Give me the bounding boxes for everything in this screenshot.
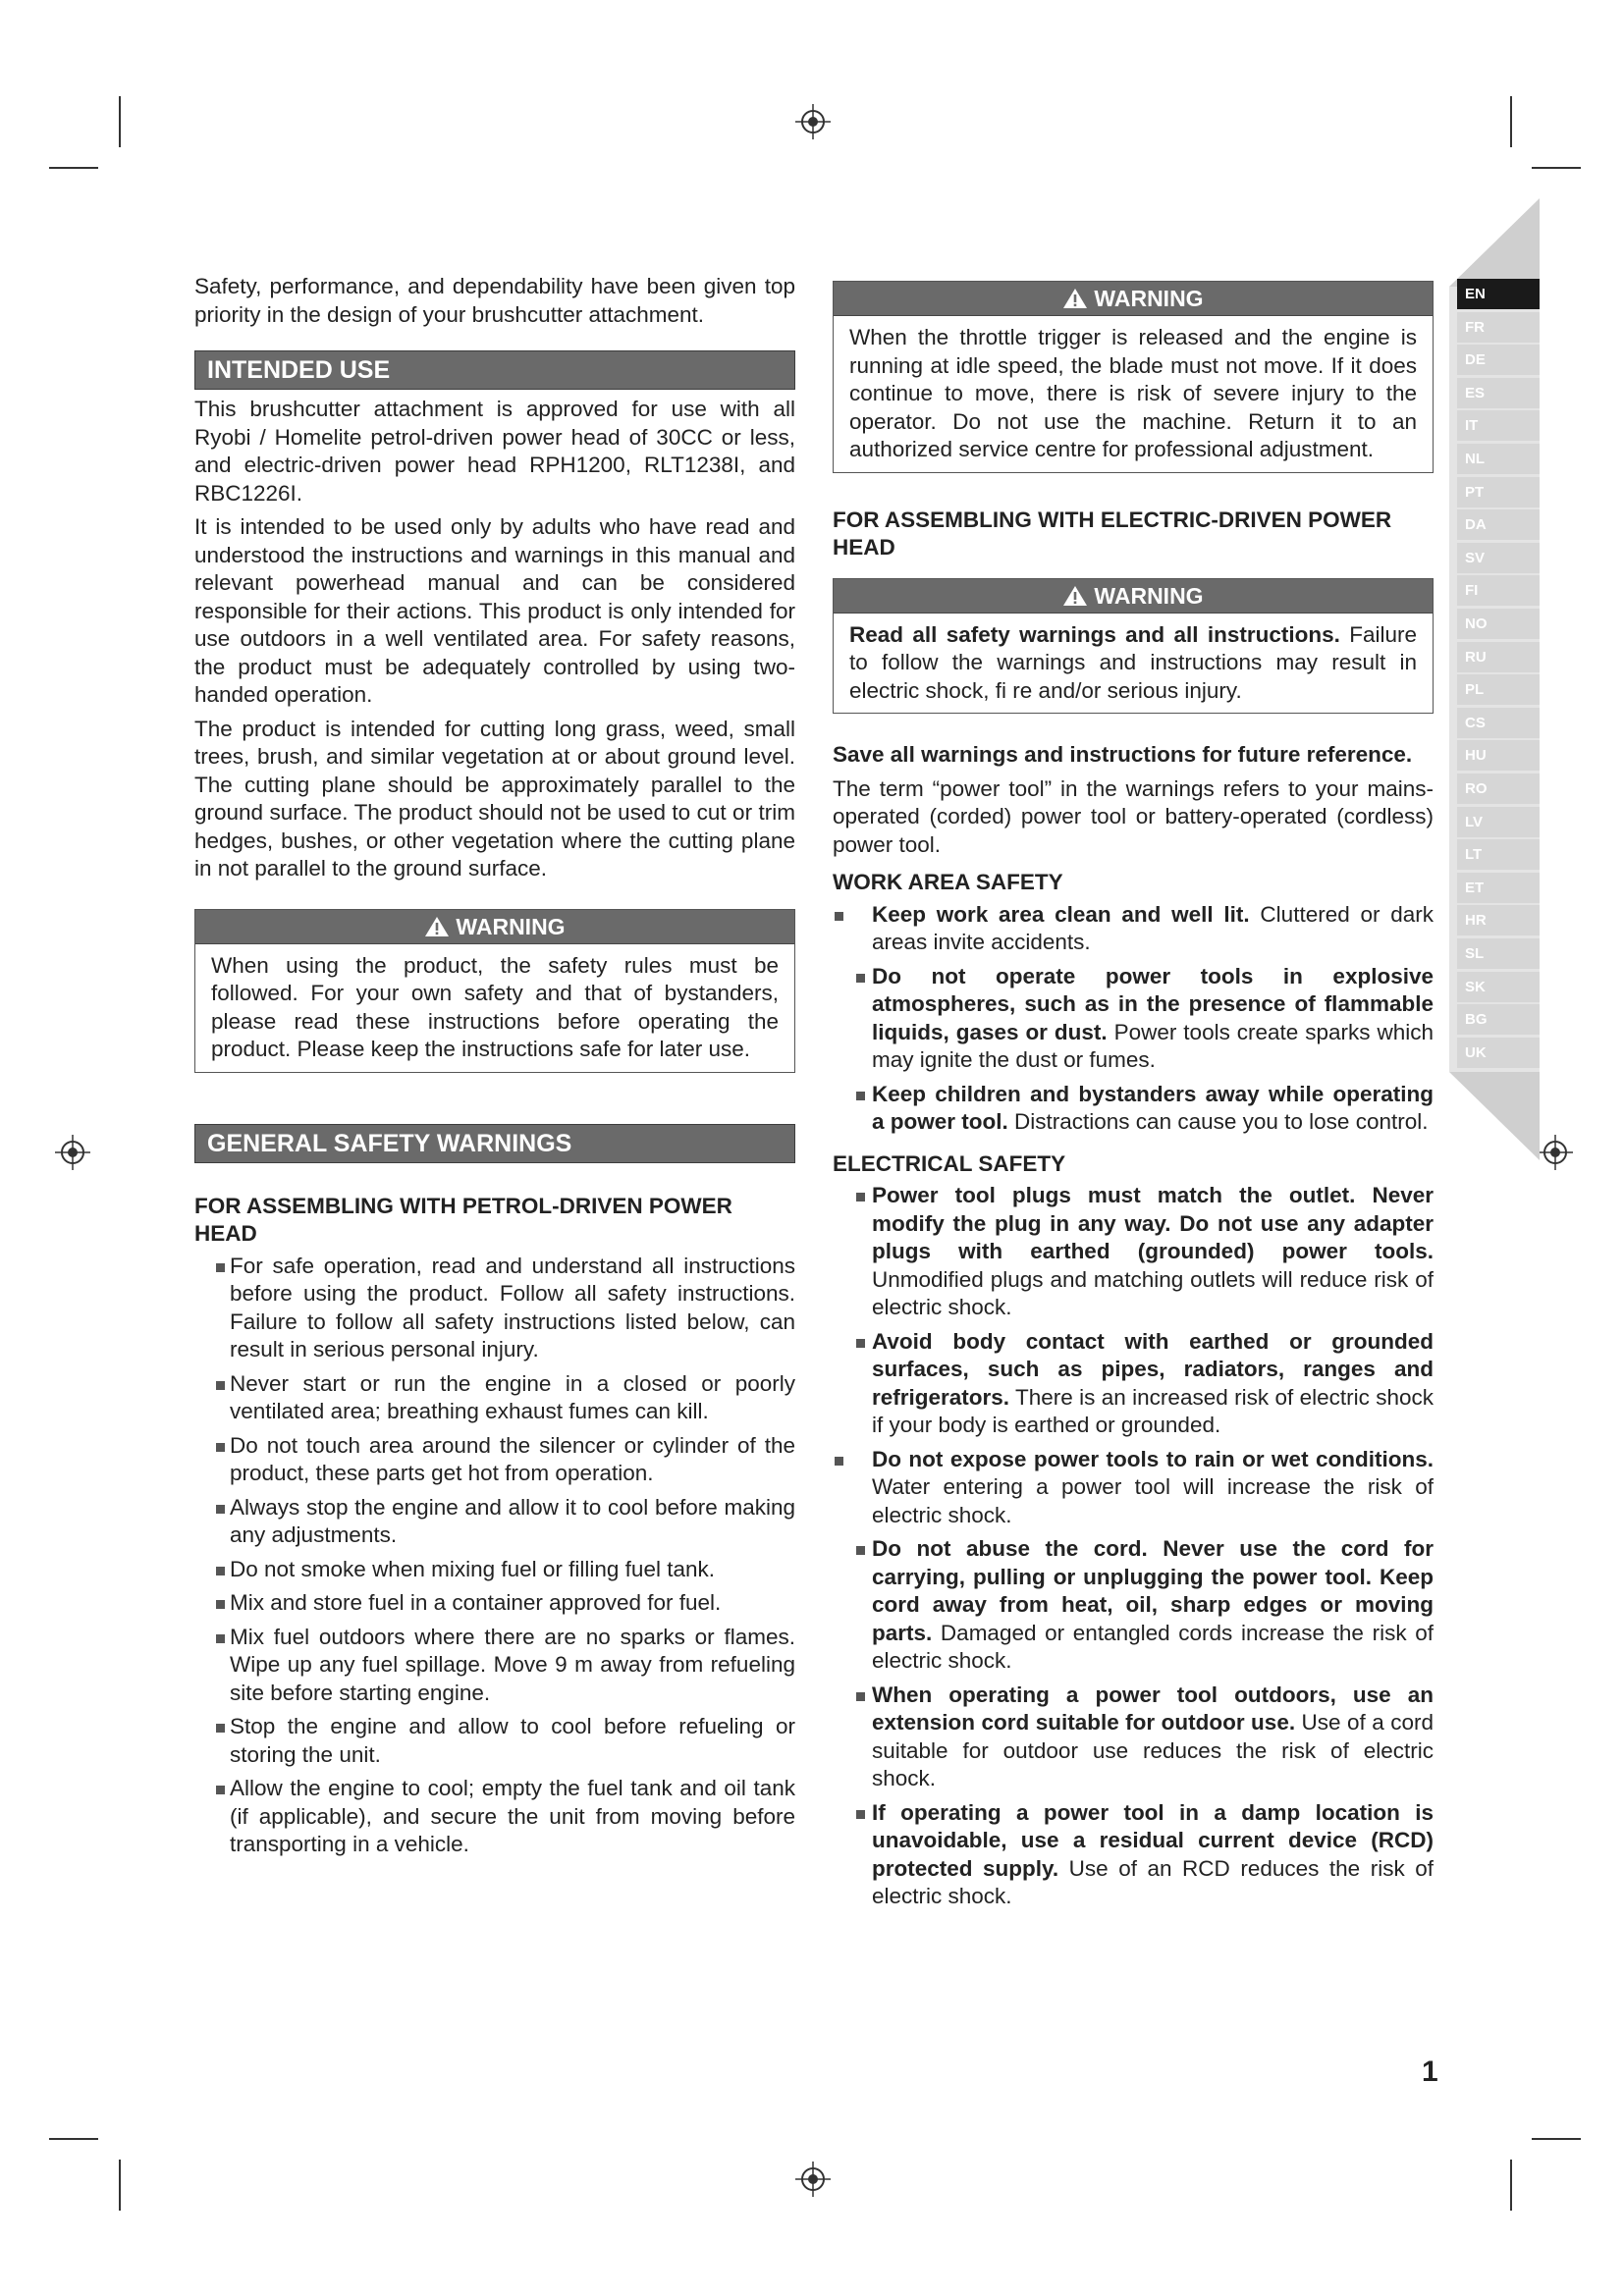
list-item	[194, 1253, 795, 1364]
registration-mark-icon	[795, 104, 831, 139]
language-tab-lv[interactable]: LV	[1457, 807, 1540, 837]
electrical-heading: ELECTRICAL SAFETY	[833, 1150, 1066, 1176]
list-item-text: Distractions can cause you to lose control.	[1007, 1109, 1429, 1134]
language-tab-it[interactable]: IT	[1457, 410, 1540, 441]
power-tool-term-paragraph: The term “power tool” in the warnings refers to your mains-operated (corded) power tool or battery-operated (cordless) power tool.	[833, 775, 1434, 857]
warning-box-throttle	[833, 281, 1434, 473]
list-item	[194, 1589, 795, 1618]
list-item-text: Stop the engine and allow to cool before refueling or storing the unit.	[230, 1714, 795, 1767]
warning-title: WARNING	[1094, 286, 1204, 311]
list-item	[833, 1799, 1434, 1911]
list-item	[194, 1556, 795, 1584]
language-tab-es[interactable]: ES	[1457, 378, 1540, 408]
language-tab-de[interactable]: DE	[1457, 345, 1540, 375]
language-tab-sk[interactable]: SK	[1457, 972, 1540, 1002]
language-tab-cs[interactable]: CS	[1457, 708, 1540, 738]
list-item	[833, 1535, 1434, 1676]
bullet-square-icon	[216, 1634, 225, 1643]
list-item-text: Damaged or entangled cords increase the risk of electric shock.	[872, 1620, 1434, 1673]
registration-mark-icon	[1538, 1135, 1573, 1170]
language-tab-pt[interactable]: PT	[1457, 477, 1540, 507]
list-item-text: Never start or run the engine in a closed or poorly ventilated area; breathing exhaust fumes can kill.	[230, 1370, 795, 1423]
warning-header	[834, 579, 1433, 614]
crop-mark	[49, 167, 98, 169]
list-item	[194, 1370, 795, 1426]
crop-mark	[1532, 167, 1581, 169]
crop-mark	[49, 2138, 98, 2140]
list-item-bold: Avoid body contact with earthed or grounded surfaces, such as pipes, radiators, ranges and refrigerators.	[872, 1328, 1434, 1410]
list-item	[194, 1494, 795, 1550]
bullet-square-icon	[216, 1263, 225, 1272]
language-tab-no[interactable]: NO	[1457, 609, 1540, 639]
list-item-text: Use of an RCD reduces the risk of electric shock.	[872, 1855, 1435, 1908]
petrol-subheading: FOR ASSEMBLING WITH PETROL-DRIVEN POWER HEAD	[194, 1193, 732, 1246]
bullet-square-icon	[856, 1339, 865, 1348]
save-instructions-line: Save all warnings and instructions for future reference.	[833, 742, 1413, 767]
language-tab-sl[interactable]: SL	[1457, 938, 1540, 969]
list-item	[833, 1182, 1434, 1322]
bullet-square-icon	[856, 1692, 865, 1701]
bullet-square-icon	[856, 1810, 865, 1819]
list-item	[833, 1328, 1434, 1440]
list-item-bold: Power tool plugs must match the outlet. Never modify the plug in any way. Do not use any adapter plugs with earthed (grounded) power tools.	[872, 1183, 1434, 1263]
warning-body	[834, 614, 1433, 714]
list-item-text: Power tools create sparks which may ignite the dust or fumes.	[872, 1019, 1435, 1072]
bullet-square-icon	[216, 1505, 225, 1514]
list-item-text: Mix fuel outdoors where there are no sparks or flames. Wipe up any fuel spillage. Move 9 m away from refueling site before starting engine.	[230, 1624, 795, 1705]
crop-mark	[119, 96, 121, 147]
bullet-square-icon	[835, 912, 843, 921]
list-item	[194, 1624, 795, 1708]
bullet-square-icon	[835, 1457, 843, 1466]
language-tab-pl[interactable]: PL	[1457, 674, 1540, 705]
bullet-square-icon	[216, 1786, 225, 1794]
petrol-safety-list	[194, 1253, 795, 1859]
list-item-text: Cluttered or dark areas invite accidents.	[872, 901, 1435, 954]
warning-box-electric	[833, 578, 1434, 715]
list-item-text: For safe operation, read and understand all instructions before using the product. Follow all safety instructions. Failure to follow all safety instructions listed below, can result in serious personal injury.	[230, 1253, 795, 1362]
list-item-bold: Do not expose power tools to rain or wet conditions.	[872, 1446, 1434, 1471]
list-item	[833, 901, 1434, 957]
language-tab-hu[interactable]: HU	[1457, 740, 1540, 771]
list-item	[194, 1432, 795, 1488]
warning-header	[834, 282, 1433, 316]
crop-mark	[119, 2160, 121, 2211]
bullet-square-icon	[856, 1092, 865, 1100]
crop-mark	[1532, 2138, 1581, 2140]
list-item	[194, 1775, 795, 1859]
intended-use-p2: It is intended to be used only by adults who have read and understood the instructions and warnings in this manual and relevant powerhead manual and can be considered responsible for their actions. This product is only intended for use outdoors in a well ventilated area. For safety reasons, the product must be adequately controlled by using two-handed operation.	[194, 514, 795, 707]
bullet-square-icon	[856, 1193, 865, 1201]
list-item-text: There is an increased risk of electric shock if your body is earthed or grounded.	[872, 1384, 1434, 1437]
language-tab-et[interactable]: ET	[1457, 873, 1540, 903]
bullet-square-icon	[216, 1600, 225, 1609]
list-item	[194, 1713, 795, 1769]
language-tab-en[interactable]: EN	[1457, 279, 1540, 309]
page-number: 1	[1422, 2056, 1438, 2088]
warning-triangle-icon	[424, 916, 450, 937]
list-item	[833, 1081, 1434, 1137]
work-area-list	[833, 901, 1434, 1137]
intended-use-p1: This brushcutter attachment is approved for use with all Ryobi / Homelite petrol-driven power head of 30CC or less, and electric-driven power head RPH1200, RLT1238I, and RBC1226I.	[194, 397, 795, 506]
bullet-square-icon	[216, 1381, 225, 1390]
bullet-square-icon	[216, 1724, 225, 1733]
intended-use-heading: INTENDED USE	[194, 350, 795, 390]
list-item-text: Unmodified plugs and matching outlets will reduce risk of electric shock.	[872, 1266, 1434, 1319]
warning-header	[195, 910, 794, 944]
list-item-text: Always stop the engine and allow it to cool before making any adjustments.	[230, 1494, 795, 1547]
language-tab-sv[interactable]: SV	[1457, 543, 1540, 573]
list-item	[833, 1446, 1434, 1530]
intro-paragraph: Safety, performance, and dependability have been given top priority in the design of your brushcutter attachment.	[194, 274, 795, 327]
registration-mark-icon	[795, 2162, 831, 2197]
bullet-square-icon	[856, 1546, 865, 1555]
bullet-square-icon	[216, 1567, 225, 1575]
warning-body: When the throttle trigger is released and the engine is running at idle speed, the blade must not move. If it does continue to move, there is risk of severe injury to the operator. Do not use the machine. Return it to an authorized service centre for professional adjustment.	[849, 325, 1417, 461]
list-item-bold: Do not abuse the cord. Never use the cord for carrying, pulling or unplugging the power tool. Keep cord away from heat, oil, sharp edges or moving parts.	[872, 1536, 1434, 1645]
registration-mark-icon	[55, 1135, 90, 1170]
language-tab-ru[interactable]: RU	[1457, 642, 1540, 672]
warning-bold-text: Read all safety warnings and all instructions.	[849, 621, 1340, 647]
warning-title: WARNING	[456, 913, 566, 939]
electrical-safety-list	[833, 1182, 1434, 1911]
language-tab-lt[interactable]: LT	[1457, 839, 1540, 870]
crop-mark	[1510, 2160, 1512, 2211]
general-safety-heading: GENERAL SAFETY WARNINGS	[194, 1124, 795, 1163]
warning-text: Failure to follow the warnings and instructions may result in electric shock, fi re and/or serious injury.	[849, 621, 1417, 703]
language-tab-fi[interactable]: FI	[1457, 575, 1540, 606]
list-item-bold: Keep children and bystanders away while operating a power tool.	[872, 1081, 1434, 1134]
electric-subheading: FOR ASSEMBLING WITH ELECTRIC-DRIVEN POWER HEAD	[833, 507, 1392, 560]
list-item-text: Allow the engine to cool; empty the fuel tank and oil tank (if applicable), and secure the unit from moving before transporting in a vehicle.	[230, 1776, 795, 1856]
list-item-text: Mix and store fuel in a container approved for fuel.	[230, 1590, 722, 1615]
language-tab-fr[interactable]: FR	[1457, 312, 1540, 343]
warning-triangle-icon	[1062, 585, 1088, 607]
list-item	[833, 963, 1434, 1075]
warning-title: WARNING	[1094, 582, 1204, 609]
list-item-text: Water entering a power tool will increase the risk of electric shock.	[872, 1474, 1434, 1527]
list-item-text: Do not touch area around the silencer or cylinder of the product, these parts get hot from operation.	[230, 1432, 795, 1485]
language-tab-uk[interactable]: UK	[1457, 1038, 1540, 1068]
list-item-bold: When operating a power tool outdoors, use an extension cord suitable for outdoor use.	[872, 1682, 1434, 1735]
bullet-square-icon	[216, 1443, 225, 1452]
left-column	[194, 273, 795, 1865]
list-item-bold: Do not operate power tools in explosive atmospheres, such as in the presence of flammable liquids, gases or dust.	[872, 963, 1434, 1044]
list-item	[833, 1682, 1434, 1793]
language-tab-da[interactable]: DA	[1457, 509, 1540, 540]
language-tab-hr[interactable]: HR	[1457, 905, 1540, 935]
warning-triangle-icon	[1062, 288, 1088, 309]
bullet-square-icon	[856, 974, 865, 983]
crop-mark	[1510, 96, 1512, 147]
warning-box-usage	[194, 909, 795, 1073]
work-area-heading: WORK AREA SAFETY	[833, 870, 1063, 894]
list-item-text: Use of a cord suitable for outdoor use reduces the risk of electric shock.	[872, 1710, 1434, 1790]
list-item-text: Do not smoke when mixing fuel or filling fuel tank.	[230, 1556, 715, 1581]
warning-body: When using the product, the safety rules must be followed. For your own safety and that of bystanders, please read these instructions before operating the product. Please keep the instructions safe for later use.	[211, 952, 779, 1061]
language-tab-nl[interactable]: NL	[1457, 444, 1540, 474]
right-column	[833, 281, 1434, 1917]
list-item-bold: Keep work area clean and well lit.	[872, 901, 1250, 927]
language-tab-ro[interactable]: RO	[1457, 774, 1540, 804]
language-tab-bg[interactable]: BG	[1457, 1004, 1540, 1035]
list-item-bold: If operating a power tool in a damp location is unavoidable, use a residual current device (RCD) protected supply.	[872, 1799, 1434, 1881]
intended-use-p3: The product is intended for cutting long grass, weed, small trees, brush, and similar vegetation at or about ground level. The cutting plane should be approximately parallel to the ground surface. The product should not be used to cut or trim hedges, bushes, or other vegetation where the cutting plane in not parallel to the ground surface.	[194, 716, 795, 881]
